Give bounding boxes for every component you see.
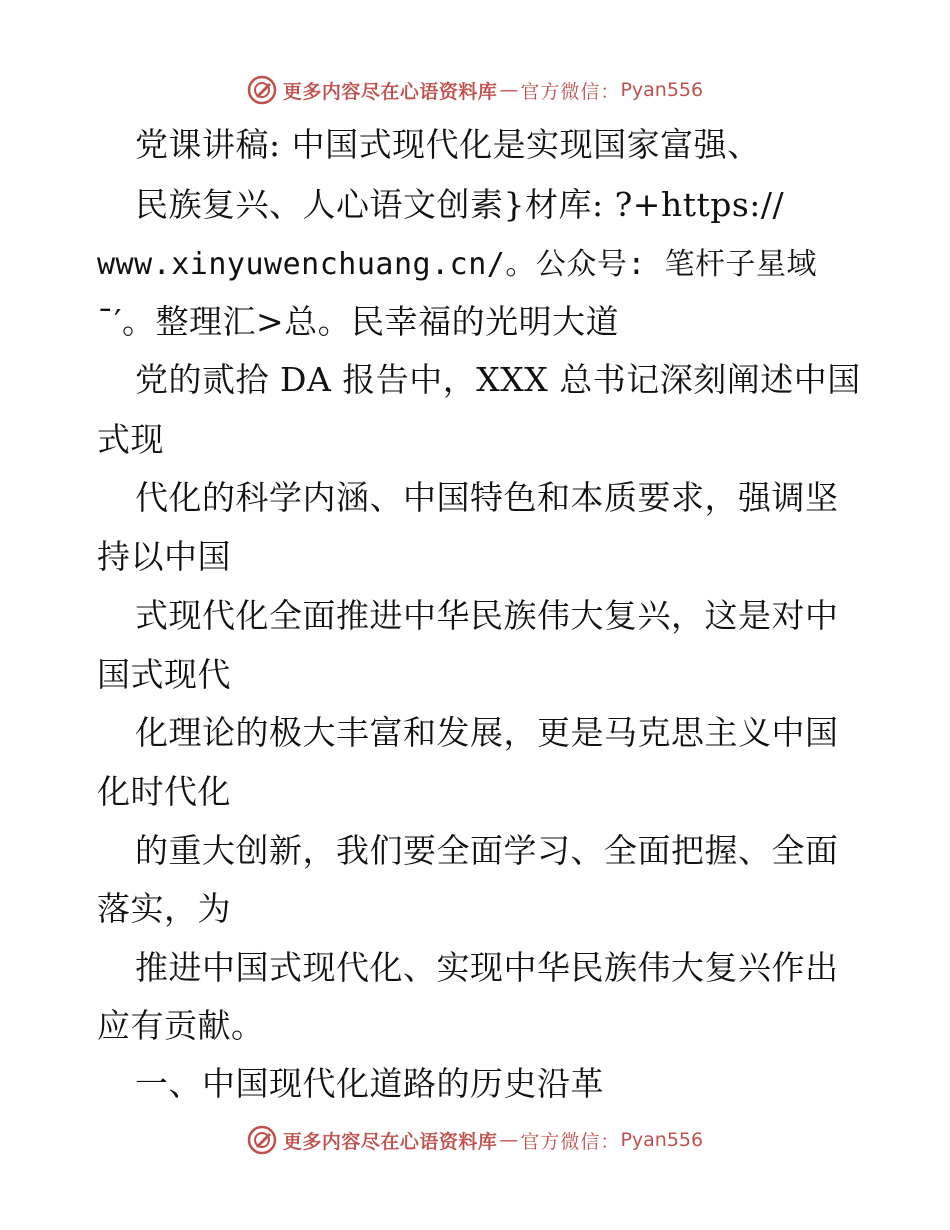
- text-line: 式现: [97, 420, 164, 459]
- text-line: 代化的科学内涵、中国特色和本质要求，强调坚: [135, 478, 839, 517]
- text-line: 化时代化: [97, 772, 231, 811]
- text-line: 落实，为: [97, 889, 231, 928]
- banner-dash: —: [499, 79, 519, 101]
- text-line: 党的贰拾 DA 报告中，XXX 总书记深刻阐述中国: [135, 360, 861, 399]
- text-line: www.xinyuwenchuang.cn/。公众号: 笔杆子星域: [97, 247, 817, 282]
- section-heading: 一、中国现代化道路的历史沿革: [135, 1064, 604, 1103]
- text-line: ¯′。整理汇>总。民幸福的光明大道: [97, 302, 620, 341]
- logo-icon: [247, 1125, 277, 1155]
- banner-wechat-label: 官方微信：: [520, 80, 621, 103]
- banner-text: 更多内容尽在心语资料库: [282, 1130, 498, 1153]
- footer-banner: [0, 1120, 950, 1160]
- banner-dash: —: [499, 1129, 519, 1151]
- text-line: 党课讲稿: 中国式现代化是实现国家富强、: [135, 125, 761, 164]
- banner-text: 更多内容尽在心语资料库: [282, 80, 498, 103]
- banner-wechat-label: 官方微信：: [520, 1130, 621, 1153]
- text-line: 式现代化全面推进中华民族伟大复兴，这是对中: [135, 596, 839, 635]
- text-line: 应有贡献。: [97, 1006, 265, 1045]
- text-line: 民族复兴、人心语文创素}材库: ?+https://: [135, 185, 785, 224]
- banner-wechat-id: Pyan556: [620, 1129, 704, 1151]
- text-line: 推进中国式现代化、实现中华民族伟大复兴作出: [135, 948, 839, 987]
- logo-icon: [247, 75, 277, 105]
- header-banner: [0, 70, 950, 110]
- text-line: 化理论的极大丰富和发展，更是马克思主义中国: [135, 713, 839, 752]
- text-line: 国式现代: [97, 655, 231, 694]
- text-line: 的重大创新，我们要全面学习、全面把握、全面: [135, 831, 839, 870]
- text-line: 持以中国: [97, 537, 231, 576]
- banner-wechat-id: Pyan556: [620, 79, 704, 101]
